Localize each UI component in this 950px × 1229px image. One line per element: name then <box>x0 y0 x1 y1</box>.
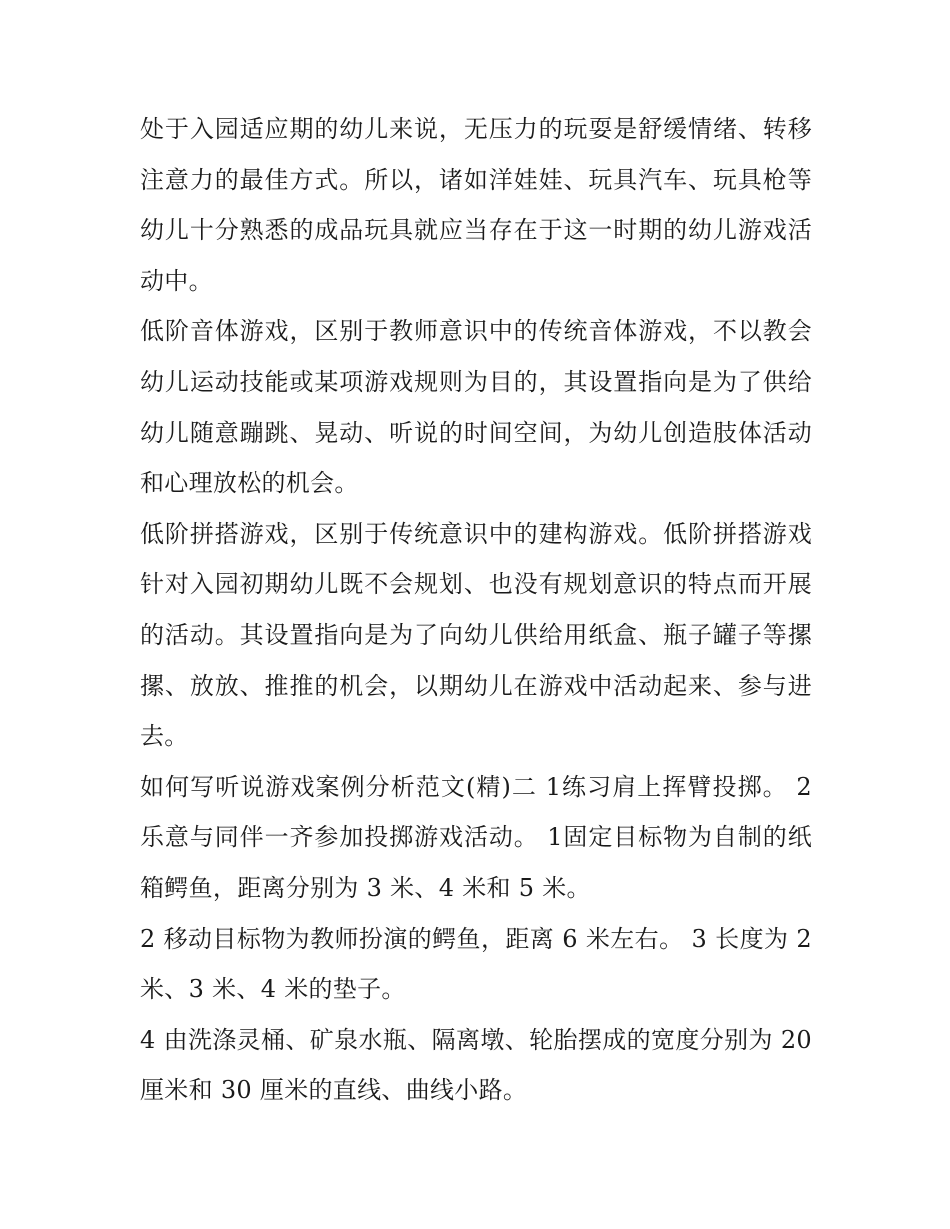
paragraph-throwing-goals: 如何写听说游戏案例分析范文(精)二 1练习肩上挥臂投掷。 2乐意与同伴一齐参加投掷游戏活动。 1固定目标物为自制的纸箱鳄鱼，距离分别为 3 米、4 米和 5 米。 <box>140 772 812 902</box>
document-body <box>140 104 812 1116</box>
paragraph-building-games: 低阶拼搭游戏，区别于传统意识中的建构游戏。低阶拼搭游戏针对入园初期幼儿既不会规划、也没有规划意识的特点而开展的活动。其设置指向是为了向幼儿供给用纸盒、瓶子罐子等摞摞、放放、推推的机会，以期幼儿在游戏中活动起来、参与进去。 <box>140 519 812 751</box>
paragraph-music-games: 低阶音体游戏，区别于教师意识中的传统音体游戏，不以教会幼儿运动技能或某项游戏规则为目的，其设置指向是为了供给幼儿随意蹦跳、晃动、听说的时间空间，为幼儿创造肢体活动和心理放松的机会。 <box>140 317 812 498</box>
paragraph-adaptation-toys: 处于入园适应期的幼儿来说，无压力的玩耍是舒缓情绪、转移注意力的最佳方式。所以，诸如洋娃娃、玩具汽车、玩具枪等幼儿十分熟悉的成品玩具就应当存在于这一时期的幼儿游戏活动中。 <box>140 115 812 295</box>
paragraph-moving-target: 2 移动目标物为教师扮演的鳄鱼，距离 6 米左右。 3 长度为 2米、3 米、4 米的垫子。 <box>140 924 812 1004</box>
paragraph-path-materials: 4 由洗涤灵桶、矿泉水瓶、隔离墩、轮胎摆成的宽度分别为 20厘米和 30 厘米的直线、曲线小路。 <box>140 1025 812 1105</box>
